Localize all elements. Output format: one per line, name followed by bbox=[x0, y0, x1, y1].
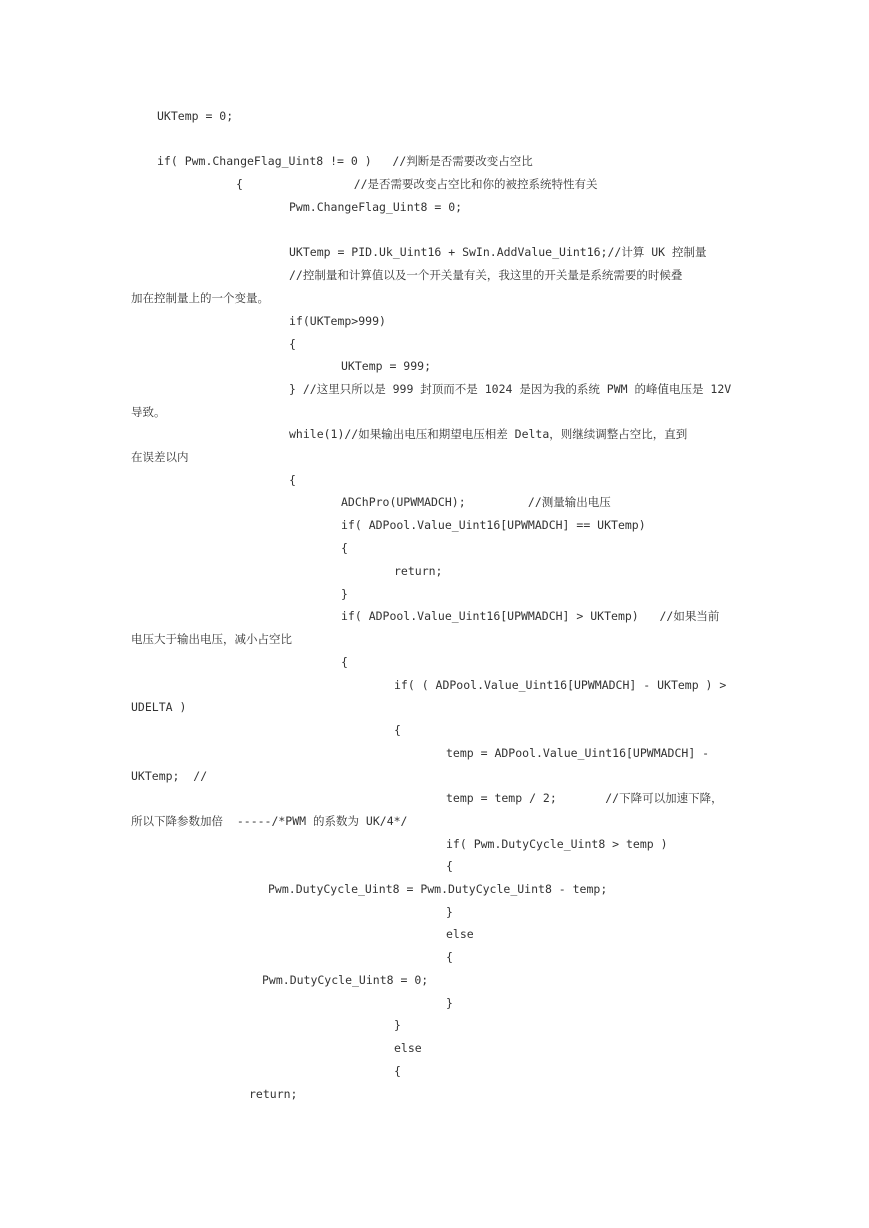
code-line: UKTemp = 999; bbox=[341, 359, 432, 373]
code-line: ADChPro(UPWMADCH); //测量输出电压 bbox=[341, 495, 611, 509]
code-line: else bbox=[446, 927, 474, 941]
code-line: } bbox=[446, 996, 453, 1010]
code-line: UDELTA ) bbox=[131, 700, 187, 714]
code-line: } bbox=[446, 905, 453, 919]
code-line: if( ( ADPool.Value_Uint16[UPWMADCH] - UKTemp ) > bbox=[394, 678, 727, 692]
code-line: } bbox=[394, 1018, 401, 1032]
code-line: if( ADPool.Value_Uint16[UPWMADCH] > UKTemp) //如果当前 bbox=[341, 609, 720, 623]
code-line: while(1)//如果输出电压和期望电压相差 Delta，则继续调整占空比，直到 bbox=[289, 427, 688, 441]
code-line: 导致。 bbox=[131, 405, 166, 419]
code-line: UKTemp; // bbox=[131, 769, 208, 783]
code-line: Pwm.DutyCycle_Uint8 = Pwm.DutyCycle_Uint8 - temp; bbox=[268, 882, 608, 896]
code-line: return; bbox=[394, 564, 443, 578]
code-line: } //这里只所以是 999 封顶而不是 1024 是因为我的系统 PWM 的峰值电压是 12V bbox=[289, 382, 732, 396]
code-line: { bbox=[341, 655, 348, 669]
code-line: { bbox=[446, 950, 453, 964]
code-line: //控制量和计算值以及一个开关量有关，我这里的开关量是系统需要的时候叠 bbox=[289, 268, 683, 282]
code-line: else bbox=[394, 1041, 422, 1055]
code-line: temp = ADPool.Value_Uint16[UPWMADCH] - bbox=[446, 746, 710, 760]
code-line: { bbox=[341, 541, 348, 555]
code-line: { bbox=[394, 1064, 401, 1078]
code-line: UKTemp = 0; bbox=[157, 109, 234, 123]
code-line: { bbox=[289, 473, 296, 487]
code-line: } bbox=[341, 587, 348, 601]
code-line: UKTemp = PID.Uk_Uint16 + SwIn.AddValue_Uint16;//计算 UK 控制量 bbox=[289, 245, 707, 259]
code-line: 电压大于输出电压，减小占空比 bbox=[131, 632, 292, 646]
code-line: 在误差以内 bbox=[131, 450, 189, 464]
code-line: Pwm.DutyCycle_Uint8 = 0; bbox=[262, 973, 429, 987]
code-line: { bbox=[394, 723, 401, 737]
code-line: { bbox=[289, 337, 296, 351]
code-line: if( Pwm.ChangeFlag_Uint8 != 0 ) //判断是否需要改变占空比 bbox=[157, 154, 533, 168]
code-line: return; bbox=[249, 1087, 298, 1101]
code-line: temp = temp / 2; //下降可以加速下降， bbox=[446, 791, 723, 805]
code-line: if( ADPool.Value_Uint16[UPWMADCH] == UKTemp) bbox=[341, 518, 646, 532]
code-line: if( Pwm.DutyCycle_Uint8 > temp ) bbox=[446, 837, 668, 851]
code-line: if(UKTemp>999) bbox=[289, 314, 386, 328]
code-line: Pwm.ChangeFlag_Uint8 = 0; bbox=[289, 200, 463, 214]
code-line: { //是否需要改变占空比和你的被控系统特性有关 bbox=[236, 177, 598, 191]
code-line: { bbox=[446, 859, 453, 873]
code-line: 加在控制量上的一个变量。 bbox=[131, 291, 269, 305]
code-line: 所以下降参数加倍 -----/*PWM 的系数为 UK/4*/ bbox=[131, 814, 408, 828]
